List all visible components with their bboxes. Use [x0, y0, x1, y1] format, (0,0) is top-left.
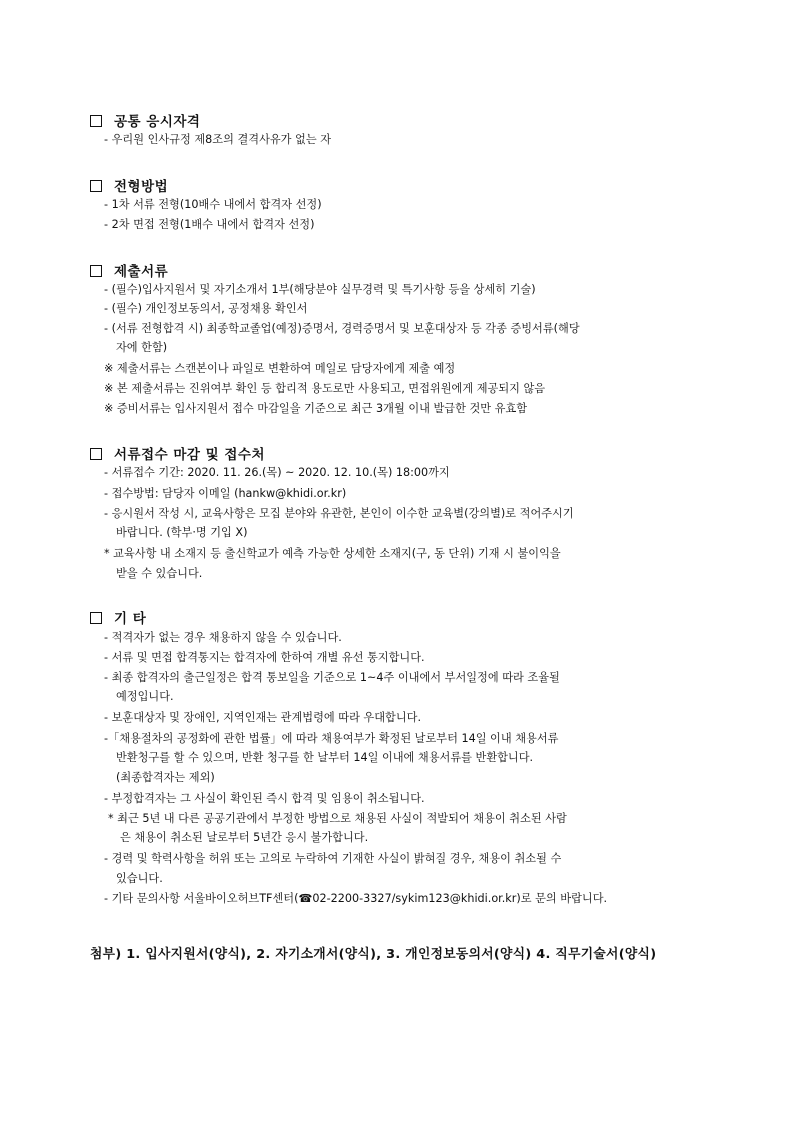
section-line: (최종합격자는 제외) [116, 771, 215, 784]
section-note: 은 채용이 취소된 날로부터 5년간 응시 불가합니다. [120, 831, 369, 844]
section-line: - 최종 합격자의 출근일정은 합격 통보일을 기준으로 1~4주 이내에서 부서일정에 따라 조율될 [104, 671, 560, 684]
section-line: - 2차 면접 전형(1배수 내에서 합격자 선정) [104, 218, 315, 231]
section-heading [90, 607, 146, 627]
section-title: 기 타 [114, 611, 147, 627]
section-title: 서류접수 마감 및 접수처 [114, 447, 266, 463]
section-line: - (필수)입사지원서 및 자기소개서 1부(해당분야 실무경력 및 특기사항 등을 상세히 기술) [104, 283, 536, 296]
checkbox-square-icon [90, 612, 102, 624]
attachment-list: 첨부) 1. 입사지원서(양식), 2. 자기소개서(양식), 3. 개인정보동의서(양식) 4. 직무기술서(양식) [90, 947, 657, 962]
section-heading [90, 443, 265, 463]
section-title: 제출서류 [114, 264, 169, 280]
checkbox-square-icon [90, 265, 102, 277]
section-heading [90, 110, 200, 130]
section-note: * 최근 5년 내 다른 공공기관에서 부정한 방법으로 채용된 사실이 적발되어 채용이 취소된 사람 [108, 812, 567, 825]
section-line: 바랍니다. (학부·명 기입 X) [116, 526, 248, 539]
section-title: 공통 응시자격 [114, 114, 201, 130]
section-line: - 1차 서류 전형(10배수 내에서 합격자 선정) [104, 198, 322, 211]
section-note: 받을 수 있습니다. [116, 567, 203, 580]
section-title: 전형방법 [114, 179, 169, 195]
section-line: - 보훈대상자 및 장애인, 지역인재는 관계법령에 따라 우대합니다. [104, 711, 422, 724]
section-line: - 접수방법: 담당자 이메일 (hankw@khidi.or.kr) [104, 487, 347, 500]
section-note: * 교육사항 내 소재지 등 출신학교가 예측 가능한 상세한 소재지(구, 동 단위) 기재 시 불이익을 [104, 547, 561, 560]
section-line: - 서류접수 기간: 2020. 11. 26.(목) ~ 2020. 12. 10.(목) 18:00까지 [104, 466, 450, 479]
section-note: ※ 본 제출서류는 진위여부 확인 등 합리적 용도로만 사용되고, 면접위원에게 제공되지 않음 [104, 382, 546, 395]
section-note: ※ 증비서류는 입사지원서 접수 마감일을 기준으로 최근 3개월 이내 발급한 것만 유효함 [104, 402, 528, 415]
section-line: 예정입니다. [116, 690, 174, 703]
section-line: - (필수) 개인정보동의서, 공정채용 확인서 [104, 302, 308, 315]
section-line: - 응시원서 작성 시, 교육사항은 모집 분야와 유관한, 본인이 이수한 교육별(강의별)로 적어주시기 [104, 507, 574, 520]
section-note: ※ 제출서류는 스캔본이나 파일로 변환하여 메일로 담당자에게 제출 예정 [104, 362, 456, 375]
section-line: - 기타 문의사항 서울바이오허브TF센터(☎02-2200-3327/sykim123@khidi.or.kr)로 문의 바랍니다. [104, 892, 608, 905]
section-heading [90, 175, 168, 195]
section-line: 반환청구를 할 수 있으며, 반환 청구를 한 날부터 14일 이내에 채용서류를 반환합니다. [116, 751, 534, 764]
checkbox-square-icon [90, 115, 102, 127]
section-line: 자에 한함) [116, 341, 168, 354]
section-line: - 경력 및 학력사항을 허위 또는 고의로 누락하여 기재한 사실이 밝혀질 경우, 채용이 취소될 수 [104, 852, 562, 865]
section-line: -「채용절차의 공정화에 관한 법률」에 따라 채용여부가 확정된 날로부터 14일 이내 채용서류 [104, 732, 559, 745]
checkbox-square-icon [90, 180, 102, 192]
checkbox-square-icon [90, 448, 102, 460]
section-line: - 서류 및 면접 합격통지는 합격자에 한하여 개별 유선 통지합니다. [104, 651, 425, 664]
section-line: 있습니다. [116, 872, 163, 885]
section-line: - 적격자가 없는 경우 채용하지 않을 수 있습니다. [104, 631, 342, 644]
section-line: - (서류 전형합격 시) 최종학교졸업(예정)증명서, 경력증명서 및 보훈대상자 등 각종 증빙서류(해당 [104, 322, 580, 335]
section-heading [90, 260, 168, 280]
section-line: - 우리원 인사규정 제8조의 결격사유가 없는 자 [104, 133, 332, 146]
section-line: - 부정합격자는 그 사실이 확인된 즉시 합격 및 임용이 취소됩니다. [104, 792, 425, 805]
